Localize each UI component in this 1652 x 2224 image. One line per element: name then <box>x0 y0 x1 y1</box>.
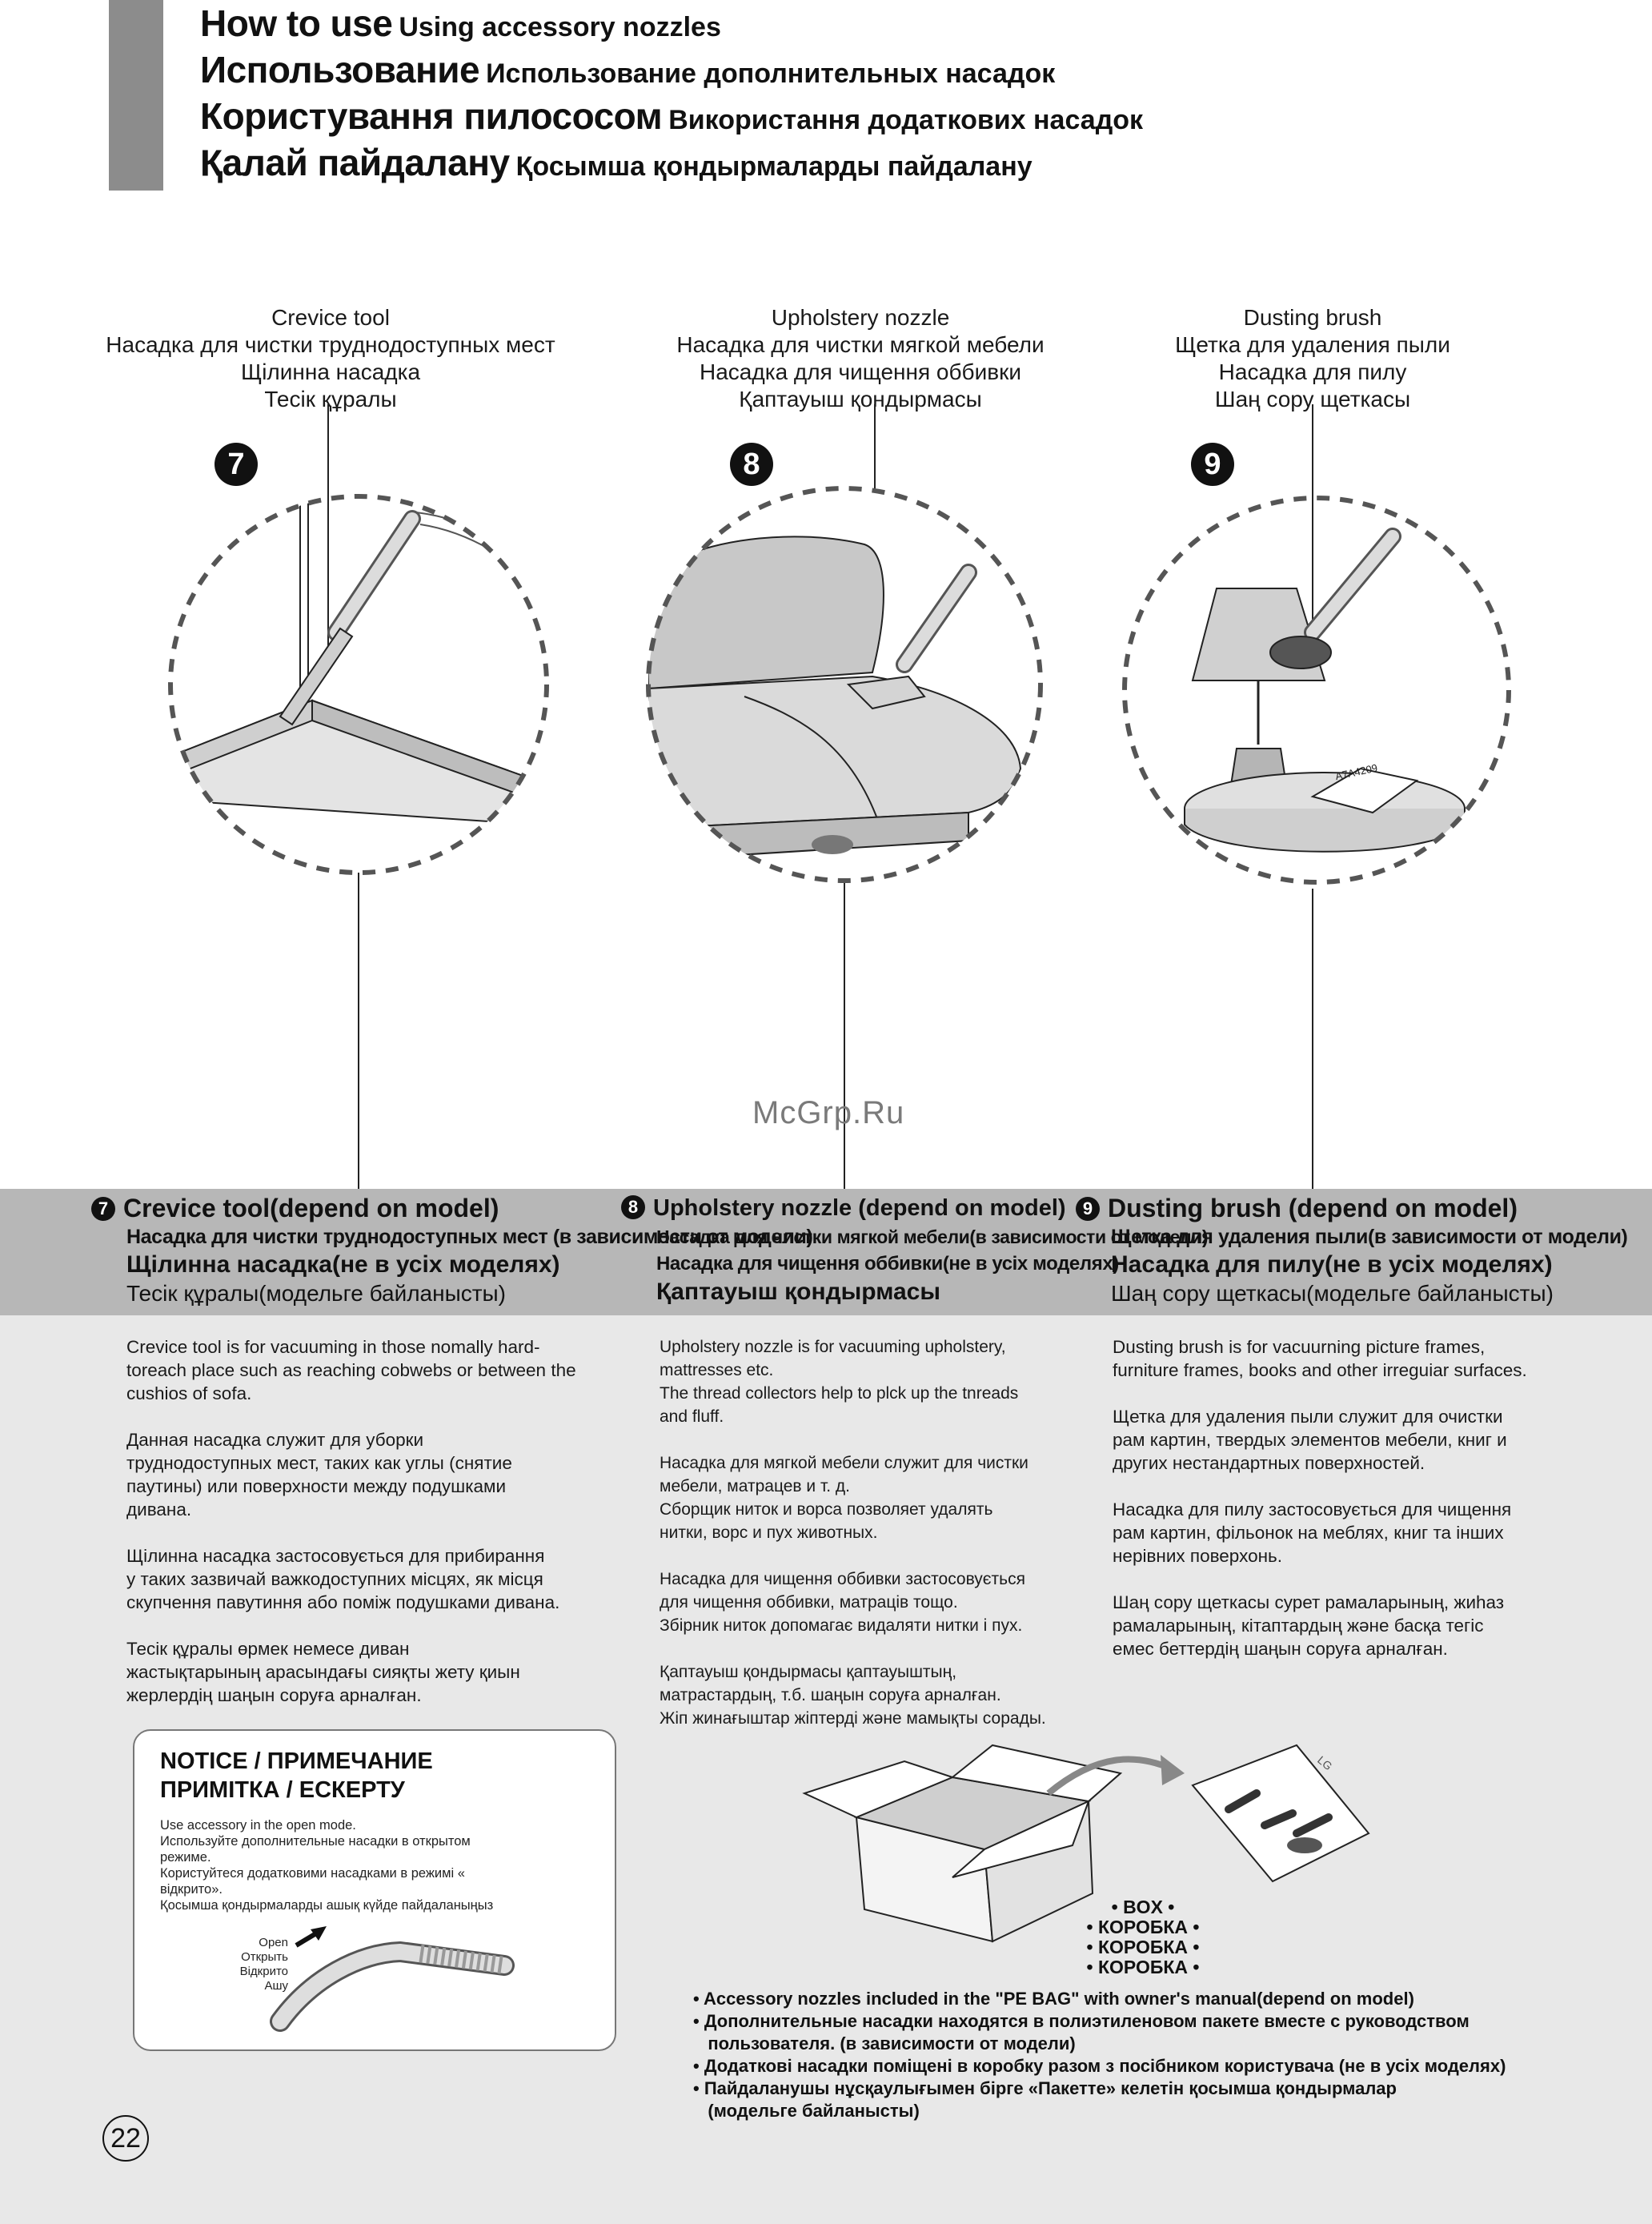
watermark: McGrp.Ru <box>752 1095 905 1130</box>
section-crevice-header: 7 Crevice tool(depend on model) Насадка для чистки труднодоступных мест (в зависимости от модели) Щілинна насадка(не в усіх моделях) Тесік құралы(модельге байланысты) <box>91 1193 812 1308</box>
upholstery-description: Upholstery nozzle is for vacuuming upholstery, mattresses etc. The thread collectors help to plck up the tnreads and fluff. Насадка для мягкой мебели служит для чистки мебели, матрацев и т. д. Сборщик ниток и ворса позволяет удалять нитки, ворс и пух животных. Насадка для чищення оббивки застосовується для чищення оббивки, матраців тощо. Збірник ниток допомагає видаляти нитки і пух. Қаптауыш қондырмасы қаптауыштың, матрастардың, т.б. шаңын соруға арналған. Жіп жинағыштар жіптерді және мамықты сорады. <box>660 1338 1046 1728</box>
title-uk: Користування пилососом Використання додаткових насадок <box>200 95 1144 137</box>
open-mode-labels: Open Открыть Відкрито Ашу <box>239 1936 288 1993</box>
section-dusting-header: 9 Dusting brush (depend on model) Щетка для удаления пыли(в зависимости от модели) Насадка для пилу(не в усіх моделях) Шаң сору щеткасы(модельге байланысты) <box>1076 1193 1627 1308</box>
upholstery-nozzle-illustration <box>640 480 1057 897</box>
title-en: How to use Using accessory nozzles <box>200 2 721 44</box>
dusting-description: Dusting brush is for vacuurning picture frames, furniture frames, books and other irreguiar surfaces. Щетка для удаления пыли служит для очистки рам картин, твердых элементов мебели, книг и других нестандартных поверхностей. Насадка для пилу застосовується для чищення рам картин, фільонок на меблях, книг та інших нерівних поверхонь. Шаң сору щеткасы сурет рамаларының, жиһаз рамаларының, кітаптардың және басқа тегіс емес беттердің шаңын соруға арналған. <box>1113 1337 1527 1659</box>
section-upholstery-header: 8 Upholstery nozzle (depend on model) Насадка для чистки мягкой мебели(в зависимости от модели) Насадка для чищення оббивки(не в усіх моделях) Қаптауыш қондырмасы <box>621 1193 1208 1307</box>
bullet-7: 7 <box>91 1197 115 1221</box>
page-number: 22 <box>102 2115 149 2162</box>
title-kk: Қалай пайдалану Қосымша қондырмаларды пайдалану <box>200 142 1032 183</box>
crevice-tool-illustration <box>170 480 552 873</box>
step-9-badge: 9 <box>1191 443 1234 486</box>
bullet-8: 8 <box>621 1195 645 1219</box>
crevice-description: Crevice tool is for vacuuming in those nomally hard- toreach place such as reaching cobwebs or between the cushios of sofa. Данная насадка служит для уборки труднодоступных мест, таких как углы (снятие паутины) или поверхности между подушками дивана. Щілинна насадка застосовується для прибирання у таких зазвичай важкодоступних місцях, як місця скупчення павутиння або поміж подушками дивана. Тесік құралы өрмек немесе диван жастықтарының арасындағы сияқты жету қиын жерлердің шаңын соруға арналған. <box>126 1337 576 1705</box>
caption-dusting-brush: Dusting brush Щетка для удаления пыли Насадка для пилу Шаң сору щеткасы <box>1175 305 1450 411</box>
bullet-9: 9 <box>1076 1197 1100 1221</box>
caption-crevice-tool: Crevice tool Насадка для чистки труднодоступных мест Щілинна насадка Тесік құралы <box>106 305 555 411</box>
dusting-brush-illustration <box>1125 498 1509 882</box>
hose-handle-illustration <box>264 1921 520 2033</box>
table-card-label: A7A4209 <box>1333 761 1379 783</box>
box-labels: • BOX • • КОРОБКА • • КОРОБКА • • КОРОБКА • <box>1086 1897 1200 1977</box>
pe-bag-icon <box>1193 1745 1369 1881</box>
notice-text: Use accessory in the open mode. Используйте дополнительные насадки в открытом режиме. Користуйтеся додатковими насадками в режимі « відкрито». Қосымша қондырмаларды ашық күйде пайдаланыңыз <box>160 1818 494 1913</box>
accessories-note: • Accessory nozzles included in the "PE BAG" with owner's manual(depend on model) • Дополнительные насадки находятся в полиэтиленовом пакете вместе с руководством пользователя. (в зависимости от модели) • Додаткові насадки поміщені в коробку разом з посібником користувача (не в усіх моделях) • Пайдаланушы нұсқаулығымен бірге «Пакетте» келетін қосымша қондырмалар (модельге байланысты) <box>693 1989 1506 2121</box>
notice-title: NOTICE / ПРИМЕЧАНИЕ ПРИМІТКА / ЕСКЕРТУ <box>160 1748 433 1803</box>
step-7-badge: 7 <box>215 443 258 486</box>
caption-upholstery-nozzle: Upholstery nozzle Насадка для чистки мягкой мебели Насадка для чищення оббивки Қаптауыш қондырмасы <box>676 305 1045 411</box>
bag-logo: LG <box>1315 1753 1335 1773</box>
step-8-badge: 8 <box>730 443 773 486</box>
title-ru: Использование Использование дополнительных насадок <box>200 49 1056 90</box>
